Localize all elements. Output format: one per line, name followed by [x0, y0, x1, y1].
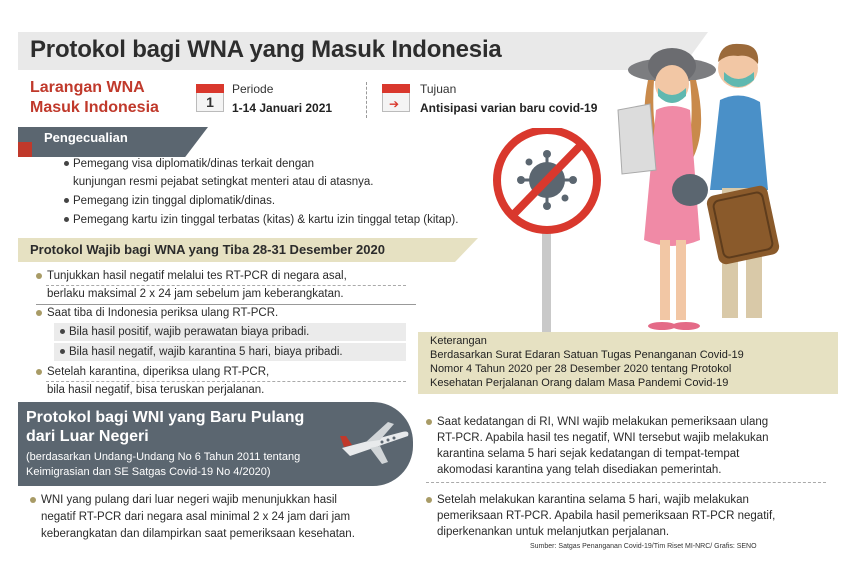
bullet-icon	[426, 497, 432, 503]
list-item: Saat kedatangan di RI, WNI wajib melakukan pemeriksaan ulang	[426, 414, 768, 430]
pengecualian-accent	[18, 142, 32, 157]
bullet-icon	[60, 329, 65, 334]
periode-label: Periode	[232, 82, 274, 96]
list-item: RT-PCR. Apabila hasil tes negatif, WNI tersebut wajib melakukan	[437, 432, 769, 444]
bullet-icon	[30, 497, 36, 503]
bullet-icon	[60, 349, 65, 354]
bullet-icon	[64, 217, 69, 222]
no-virus-sign-icon	[492, 128, 602, 338]
larangan-heading	[30, 78, 159, 118]
bullet-icon	[426, 419, 432, 425]
tujuan-value: Antisipasi varian baru covid-19	[420, 101, 598, 115]
wajib-title: Protokol Wajib bagi WNA yang Tiba 28-31 Desember 2020	[30, 242, 385, 257]
travelers-illustration	[610, 40, 800, 340]
larangan-line2: Masuk Indonesia	[30, 99, 159, 116]
calendar-number: 1	[206, 94, 214, 110]
sub-list-item: Bila hasil positif, wajib perawatan biaya pribadi.	[60, 324, 309, 341]
arrow-calendar-icon: ➔	[382, 84, 410, 112]
list-item: karantina selama 5 hari sejak kedatangan di tempat-tempat	[437, 448, 740, 460]
larangan-line1: Larangan WNA	[30, 79, 145, 96]
keterangan-label: Keterangan	[430, 335, 487, 347]
wni-title: Protokol bagi WNI yang Baru Pulang dari Luar Negeri	[26, 409, 305, 445]
bullet-icon	[64, 198, 69, 203]
list-item: Setelah karantina, diperiksa ulang RT-PCR,	[36, 364, 269, 381]
list-item: berlaku maksimal 2 x 24 jam sebelum jam keberangkatan.	[47, 288, 344, 300]
bullet-icon	[36, 369, 42, 375]
source-credit: Sumber: Satgas Penanganan Covid-19/Tim Riset MI-NRC/ Grafis: SENO	[530, 543, 757, 550]
list-item: Saat tiba di Indonesia periksa ulang RT-PCR.	[36, 305, 278, 322]
list-item: diperkenankan untuk melanjutkan perjalanan.	[437, 526, 670, 538]
list-item: Pemegang visa diplomatik/dinas terkait dengan	[64, 156, 314, 173]
airplane-icon	[336, 418, 412, 468]
bullet-icon	[36, 310, 42, 316]
list-item: Pemegang kartu izin tinggal terbatas (kitas) & kartu izin tinggal tetap (kitap).	[64, 212, 458, 229]
sub-list-item: Bila hasil negatif, wajib karantina 5 hari, biaya pribadi.	[60, 344, 343, 361]
list-item: kunjungan resmi pejabat setingkat menteri atau di atasnya.	[73, 176, 374, 188]
list-item: negatif RT-PCR dari negara asal minimal 2 x 24 jam dari jam	[41, 511, 351, 523]
calendar-icon	[196, 84, 224, 112]
keterangan-text: Keterangan Berdasarkan Surat Edaran Satuan Tugas Penanganan Covid-19 Nomor 4 Tahun 2020 per 28 Desember 2020 tentang Protokol Kesehatan Perjalanan Orang dalam Masa Pandemi Covid-19	[430, 335, 744, 389]
list-item: bila hasil negatif, bisa teruskan perjalanan.	[47, 384, 265, 396]
list-item: keberangkatan dan dilampirkan saat pemeriksaan kesehatan.	[41, 528, 355, 540]
list-item: WNI yang pulang dari luar negeri wajib menunjukkan hasil	[30, 492, 337, 509]
wni-subtitle: (berdasarkan Undang-Undang No 6 Tahun 2011 tentang Keimigrasian dan SE Satgas Covid-19 No 4/2020)	[26, 451, 301, 478]
bullet-icon	[64, 161, 69, 166]
list-item: akomodasi karantina yang telah disediakan pemerintah.	[437, 464, 722, 476]
pengecualian-title: Pengecualian	[44, 130, 128, 145]
divider	[366, 82, 367, 118]
page-title: Protokol bagi WNA yang Masuk Indonesia	[30, 36, 502, 63]
list-item: Setelah melakukan karantina selama 5 hari, wajib melakukan	[426, 492, 749, 508]
list-item: pemeriksaan RT-PCR. Apabila hasil pemeriksaan RT-PCR negatif,	[437, 510, 776, 522]
periode-value: 1-14 Januari 2021	[232, 101, 333, 115]
tujuan-label: Tujuan	[420, 82, 457, 96]
list-item: Tunjukkan hasil negatif melalui tes RT-PCR di negara asal,	[36, 268, 347, 285]
bullet-icon	[36, 273, 42, 279]
list-item: Pemegang izin tinggal diplomatik/dinas.	[64, 193, 275, 210]
